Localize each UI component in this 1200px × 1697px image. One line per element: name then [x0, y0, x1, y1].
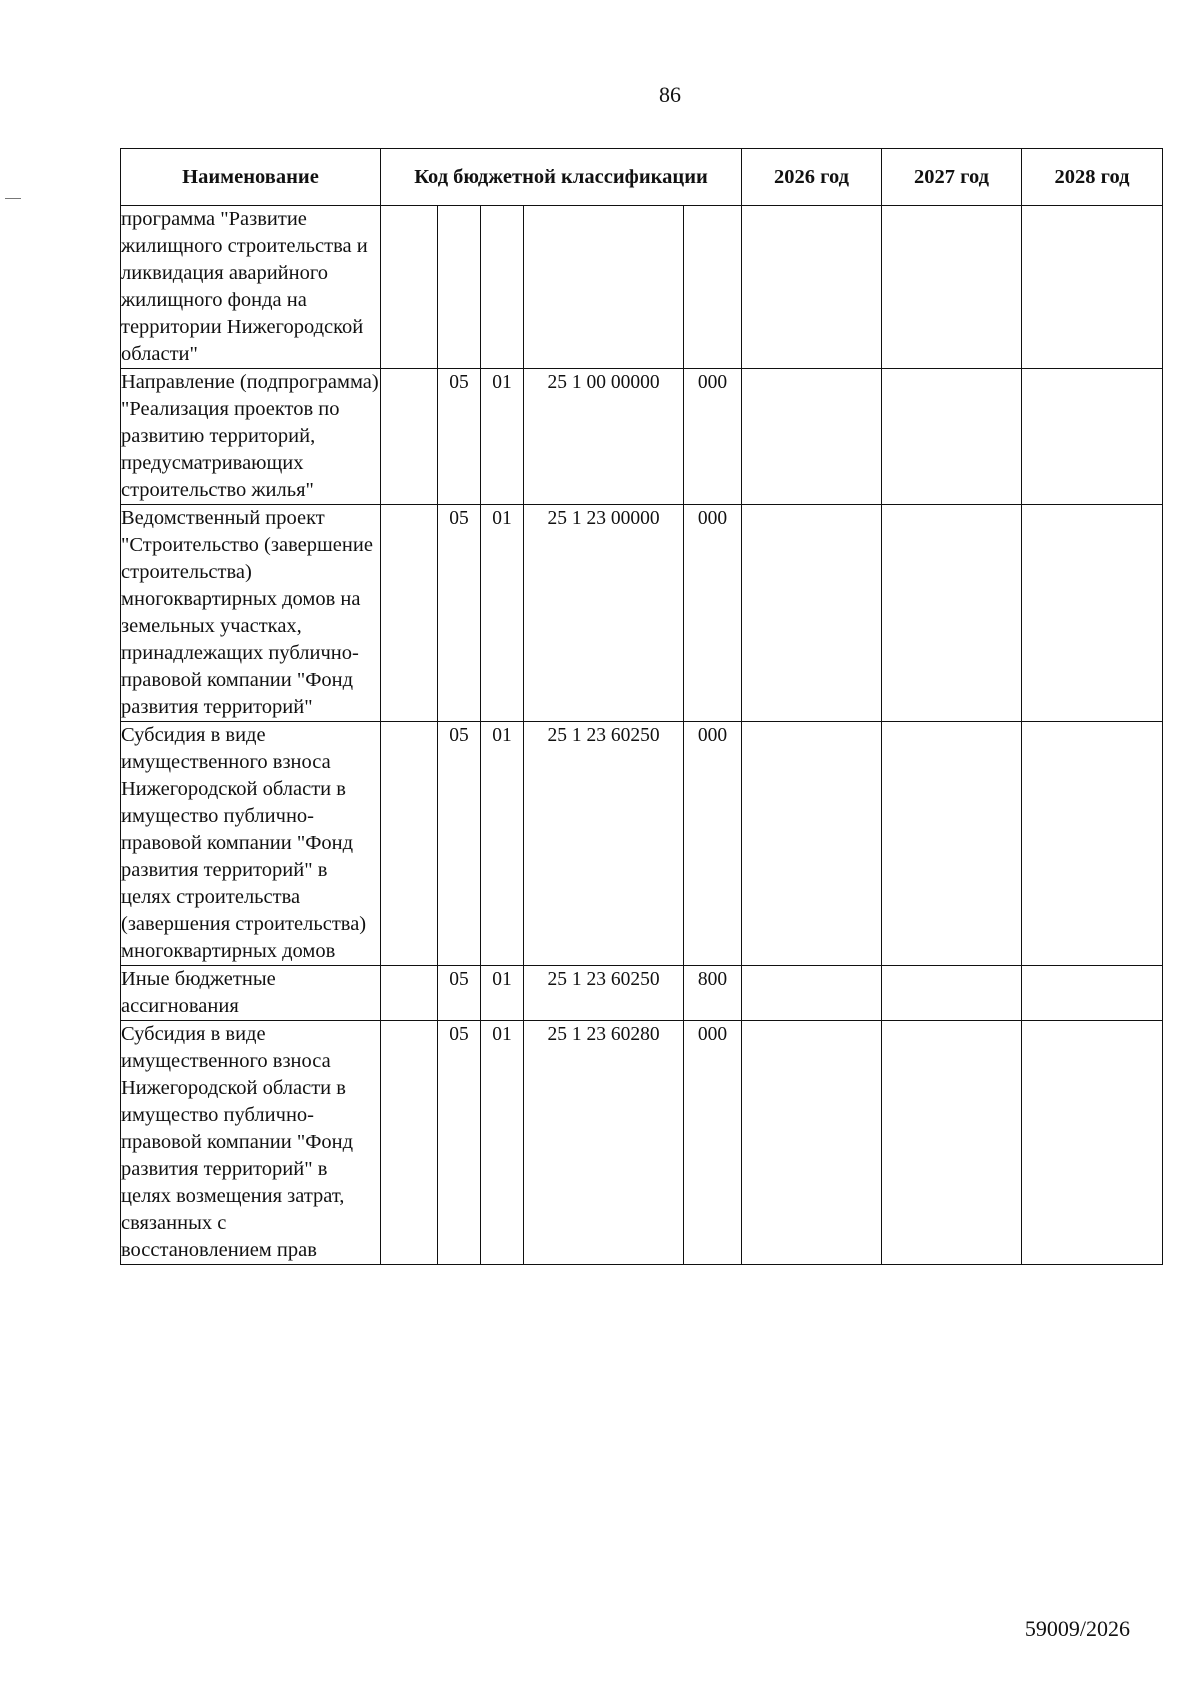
header-name: Наименование [121, 149, 381, 206]
value-2026 [742, 505, 882, 722]
code-part-1 [381, 722, 438, 966]
budget-table [120, 148, 1163, 1265]
header-year-2026: 2026 год [742, 149, 882, 206]
value-2026 [742, 206, 882, 369]
code-part-1 [381, 966, 438, 1021]
code-subsection: 01 [481, 369, 524, 505]
code-target-article: 25 1 00 00000 [524, 369, 684, 505]
row-name: программа "Развитие жилищного строительства и ликвидация аварийного жилищного фонда на территории Нижегородской области" [121, 206, 381, 369]
code-part-1 [381, 206, 438, 369]
value-2027 [882, 1021, 1022, 1265]
table-row [121, 1021, 1163, 1265]
code-section [438, 206, 481, 369]
header-year-2027: 2027 год [882, 149, 1022, 206]
table-row [121, 505, 1163, 722]
row-name: Субсидия в виде имущественного взноса Нижегородской области в имущество публично-правовой компании "Фонд развития территорий" в целях возмещения затрат, связанных с восстановлением прав [121, 1021, 381, 1265]
code-section: 05 [438, 1021, 481, 1265]
value-2028 [1022, 369, 1163, 505]
header-year-2028: 2028 год [1022, 149, 1163, 206]
code-part-1 [381, 369, 438, 505]
value-2027 [882, 369, 1022, 505]
value-2028 [1022, 966, 1163, 1021]
value-2028 [1022, 1021, 1163, 1265]
table-row [121, 206, 1163, 369]
code-target-article: 25 1 23 00000 [524, 505, 684, 722]
code-expense-type: 000 [684, 369, 742, 505]
document-number: 59009/2026 [1024, 1616, 1130, 1641]
value-2028 [1022, 722, 1163, 966]
value-2028 [1022, 505, 1163, 722]
code-target-article: 25 1 23 60250 [524, 966, 684, 1021]
code-subsection [481, 206, 524, 369]
row-name: Направление (подпрограмма) "Реализация проектов по развитию территорий, предусматривающих строительство жилья" [121, 369, 381, 505]
code-expense-type: 000 [684, 1021, 742, 1265]
code-expense-type: 000 [684, 722, 742, 966]
code-expense-type: 800 [684, 966, 742, 1021]
code-section: 05 [438, 505, 481, 722]
value-2027 [882, 722, 1022, 966]
page-number: 86 [659, 82, 681, 107]
code-subsection: 01 [481, 505, 524, 722]
code-target-article: 25 1 23 60250 [524, 722, 684, 966]
value-2026 [742, 722, 882, 966]
table-row [121, 966, 1163, 1021]
code-target-article: 25 1 23 60280 [524, 1021, 684, 1265]
table-row [121, 722, 1163, 966]
code-section: 05 [438, 369, 481, 505]
value-2027 [882, 966, 1022, 1021]
code-section: 05 [438, 722, 481, 966]
value-2026 [742, 966, 882, 1021]
row-name: Иные бюджетные ассигнования [121, 966, 381, 1021]
code-target-article [524, 206, 684, 369]
value-2027 [882, 206, 1022, 369]
value-2027 [882, 505, 1022, 722]
row-name: Субсидия в виде имущественного взноса Нижегородской области в имущество публично-правовой компании "Фонд развития территорий" в целях строительства (завершения строительства) многоквартирных домов [121, 722, 381, 966]
table-row [121, 369, 1163, 505]
row-name: Ведомственный проект "Строительство (завершение строительства) многоквартирных домов на земельных участках, принадлежащих публично-правовой компании "Фонд развития территорий" [121, 505, 381, 722]
value-2026 [742, 1021, 882, 1265]
table-header-row [121, 149, 1163, 206]
value-2026 [742, 369, 882, 505]
code-subsection: 01 [481, 966, 524, 1021]
code-part-1 [381, 1021, 438, 1265]
code-section: 05 [438, 966, 481, 1021]
code-expense-type [684, 206, 742, 369]
code-subsection: 01 [481, 1021, 524, 1265]
value-2028 [1022, 206, 1163, 369]
code-expense-type: 000 [684, 505, 742, 722]
code-part-1 [381, 505, 438, 722]
header-code: Код бюджетной классификации [381, 149, 742, 206]
code-subsection: 01 [481, 722, 524, 966]
margin-mark [5, 198, 21, 199]
